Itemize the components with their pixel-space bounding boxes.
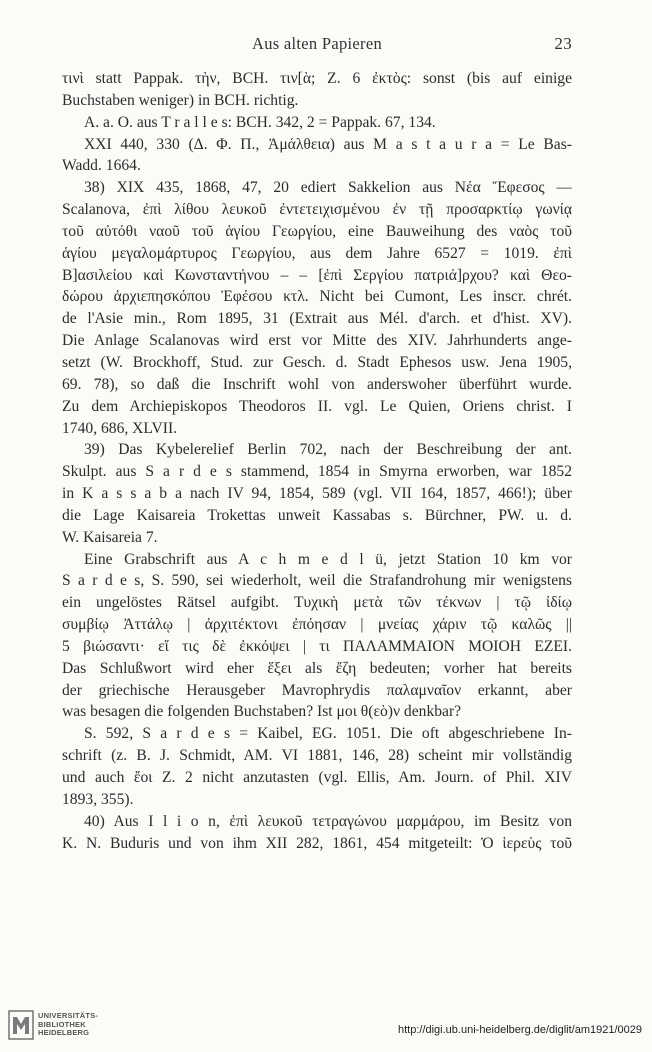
- digitization-url-link[interactable]: http://digi.ub.uni-heidelberg.de/diglit/am1921/0029: [397, 1024, 642, 1036]
- text-line: 1893, 355).: [62, 790, 134, 808]
- text-line: W. Kaisareia 7.: [62, 528, 158, 546]
- text-line: S a r d e s, S. 590, sei wiederholt, weil die Strafandrohung mir wenigstens: [62, 572, 572, 590]
- text-line: der griechische Herausgeber Mavrophrydis παλαμναῖον erkannt, aber: [62, 681, 572, 699]
- text-line: K. N. Buduris und von ihm XII 282, 1861, 454 mitgeteilt: Ὁ ἱερεὺς τοῦ: [62, 834, 572, 852]
- text-line: τινὶ statt Pappak. τὴν, BCH. τιν[ὰ; Z. 6 ἐκτὸς: sonst (bis auf einige: [62, 70, 572, 87]
- text-line: 69. 78), so daß die Inschrift wohl von anderswoher überführt wurde.: [62, 375, 572, 393]
- text-line: Die Anlage Scalanovas wird erst vor Mitte des XIV. Jahrhunderts ange-: [62, 332, 572, 350]
- library-logo-icon: [8, 1010, 34, 1040]
- page-footer: [0, 1006, 652, 1046]
- text-line: Wadd. 1664.: [62, 157, 141, 175]
- text-line: Zu dem Archiepiskopos Theodoros II. vgl. Le Quien, Oriens christ. I: [62, 397, 572, 415]
- library-name-line: BIBLIOTHEK: [38, 1019, 86, 1029]
- text-line: ein ungelöstes Rätsel aufgibt. Τυχικὴ μετὰ τῶν τέκνων | τῷ ἰδίῳ: [62, 594, 572, 612]
- text-line: δώρου ἀρχιεπησκόπου Ἐφέσου κτλ. Nicht bei Cumont, Les inscr. chrét.: [62, 288, 572, 306]
- text-line: die Lage Kaisareia Trokettas unweit Kassabas s. Bürchner, PW. u. d.: [62, 506, 572, 524]
- text-line: Scalanova, ἐπὶ λίθου λευκοῦ ἐντετειχισμένου ἐν τῇ προσαρκτίῳ γωνίᾳ: [62, 201, 572, 219]
- text-line: XXI 440, 330 (Δ. Φ. Π., Ἀμάλθεια) aus M a s t a u r a = Le Bas-: [84, 135, 572, 153]
- text-line: τοῦ αὐτόθι ναοῦ τοῦ ἁγίου Γεωργίου, eine Bauweihung des ναὸς τοῦ: [62, 222, 572, 240]
- text-line: ἁγίου μεγαλομάρτυρος Γεωργίου, aus dem Jahre 6527 = 1019. ἐπὶ: [62, 244, 572, 262]
- text-line: in K a s s a b a nach IV 94, 1854, 589 (vgl. VII 164, 1857, 466!); über: [62, 485, 572, 503]
- body-text: [62, 68, 572, 854]
- library-name: [38, 1012, 98, 1038]
- text-line: und auch ἔοι Z. 2 nicht anzutasten (vgl. Ellis, Am. Journ. of Phil. XIV: [62, 769, 572, 786]
- text-line: A. a. O. aus T r a l l e s: BCH. 342, 2 = Pappak. 67, 134.: [84, 113, 436, 131]
- library-name-line: HEIDELBERG: [38, 1028, 90, 1038]
- library-name-line: UNIVERSITÄTS-: [38, 1011, 99, 1020]
- text-line: de l'Asie min., Rom 1895, 31 (Extrait aus Mél. d'arch. et d'hist. XV).: [62, 310, 572, 328]
- text-line: schrift (z. B. J. Schmidt, AM. VI 1881, 146, 28) scheint mir vollständig: [62, 747, 572, 765]
- text-line: Skulpt. aus S a r d e s stammend, 1854 in Smyrna erworben, war 1852: [62, 463, 572, 481]
- text-line: συμβίῳ Ἀττάλῳ | ἀρχιτέκτονι ἐπόησαν | μνείας χάριν τῷ καλῶς ||: [62, 616, 572, 634]
- text-line: 40) Aus I l i o n, ἐπὶ λευκοῦ τετραγώνου μαρμάρου, im Besitz von: [84, 812, 572, 830]
- text-line: Das Schlußwort wird eher ἕξει als ἔζη bedeuten; vorher hat bereits: [62, 659, 572, 677]
- page-header: [62, 34, 572, 56]
- text-line: 38) XIX 435, 1868, 47, 20 ediert Sakkelion aus Νέα Ἔφεσος —: [84, 179, 572, 197]
- text-line: setzt (W. Brockhoff, Stud. zur Gesch. d. Stadt Ephesos usw. Jena 1905,: [62, 353, 572, 371]
- text-line: was besagen die folgenden Buchstaben? Ist μοι θ(εὸ)ν denkbar?: [62, 703, 462, 721]
- page-number: 23: [554, 34, 572, 53]
- text-line: 39) Das Kybelerelief Berlin 702, nach der Beschreibung der ant.: [84, 441, 572, 459]
- text-line: Eine Grabschrift aus A c h m e d l ü, jetzt Station 10 km vor: [84, 550, 572, 568]
- text-line: Buchstaben weniger) in BCH. richtig.: [62, 91, 299, 109]
- text-line: 1740, 686, XLVII.: [62, 419, 178, 437]
- text-line: S. 592, S a r d e s = Kaibel, EG. 1051. Die oft abgeschriebene In-: [84, 725, 572, 743]
- text-line: Β]ασιλείου καὶ Κωνσταντήνου – – [ἐπὶ Σεργίου πατριά]ρχου? καὶ Θεο-: [62, 266, 572, 284]
- text-line: 5 βιώσαντι· εἴ τις δὲ ἐκκόψει | τι ΠΑΛΑΜΜΑΙΟΝ ΜΟΙΟΗ ΕΖΕΙ.: [62, 637, 572, 655]
- running-title: Aus alten Papieren: [251, 34, 383, 53]
